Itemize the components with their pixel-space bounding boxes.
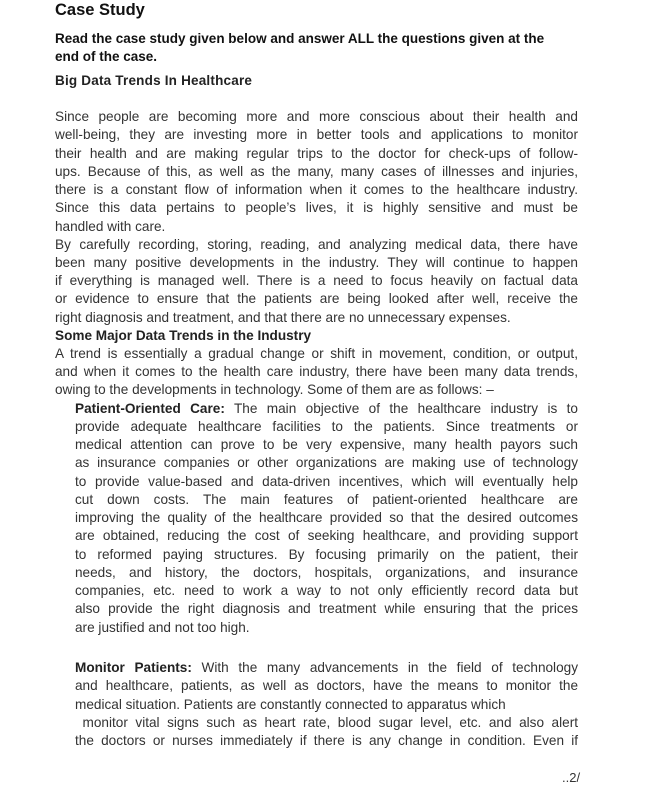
- section-heading: Some Major Data Trends in the Industry: [55, 327, 312, 343]
- item-text: The main objective of the healthcare industry is to: [224, 400, 578, 416]
- text-line: [75, 659, 578, 677]
- text-line: and healthcare, patients, as well as doctors, have the means to monitor the: [75, 678, 578, 694]
- item-text: With the many advancements in the field of technology: [191, 660, 578, 675]
- case-title: Big Data Trends In Healthcare: [55, 73, 253, 88]
- instruction-line: end of the case.: [55, 49, 158, 64]
- text-line: their health and are making regular trips to the doctor for check-ups of follow-: [55, 145, 578, 161]
- text-line: if everything is managed well. There is a need to focus heavily on factual data: [55, 273, 578, 288]
- text-line: are justified and not too high.: [75, 619, 250, 635]
- text-line: provide adequate healthcare facilities to the patients. Since treatments or: [75, 418, 578, 434]
- item-label: Monitor Patients:: [75, 660, 192, 675]
- text-line: [75, 400, 578, 418]
- text-line: to provide value-based and data-driven incentives, which will eventually help: [75, 473, 578, 489]
- text-line: the doctors or nurses immediately if there is any change in condition. Even if: [75, 733, 578, 748]
- text-line: well-being, they are investing more in better tools and applications to monitor: [55, 127, 578, 143]
- paragraph-intro: [55, 108, 578, 236]
- text-line: needs, and history, the doctors, hospitals, organizations, and insurance: [75, 564, 578, 580]
- text-line: By carefully recording, storing, reading, and analyzing medical data, there have: [55, 236, 578, 252]
- paragraph-analysis: [55, 236, 578, 327]
- text-line: medical attention can prove to be very expensive, many health payors such: [75, 437, 578, 452]
- text-line: and when it comes to the health care industry, there have been many data trends,: [55, 363, 578, 379]
- text-line: handled with care.: [55, 218, 166, 234]
- text-line: there is a constant flow of information when it comes to the healthcare industry.: [55, 182, 578, 197]
- text-line: as insurance companies or other organizations are making use of technology: [75, 455, 578, 471]
- text-line: are obtained, reducing the cost of seeking healthcare, and providing support: [75, 528, 578, 544]
- text-line: also provide the right diagnosis and treatment while ensuring that the prices: [75, 601, 578, 617]
- text-line: A trend is essentially a gradual change or shift in movement, condition, or output,: [55, 345, 578, 361]
- instruction-line: Read the case study given below and answer ALL the questions given at the: [55, 31, 545, 46]
- text-line: monitor vital signs such as heart rate, blood sugar level, etc. and also alert: [75, 714, 578, 730]
- instructions: [55, 30, 578, 66]
- paragraph-trends: [55, 345, 578, 400]
- item-label: Patient-Oriented Care:: [75, 400, 225, 416]
- text-line: right diagnosis and treatment, and that there are no unnecessary expenses.: [55, 309, 511, 325]
- text-line: Since people are becoming more and more conscious about their health and: [55, 109, 578, 124]
- text-line: medical situation. Patients are constantly connected to apparatus which: [75, 696, 506, 712]
- text-line: owing to the developments in technology. Some of them are as follows: –: [55, 382, 494, 398]
- paragraph-monitor-patients: [75, 659, 578, 750]
- text-line: improving the quality of the healthcare provided so that the desired outcomes: [75, 510, 578, 525]
- text-line: been many positive developments in the industry. They will continue to happen: [55, 254, 578, 270]
- text-line: or evidence to ensure that the patients are being looked after well, receive the: [55, 291, 578, 307]
- text-line: Since this data pertains to people’s lives, it is highly sensitive and must be: [55, 200, 578, 216]
- text-line: ups. Because of this, as well as the many, many cases of illnesses and injuries,: [55, 163, 578, 179]
- page-number: ..2/: [562, 770, 581, 785]
- text-line: companies, etc. need to work a way to not only efficiently record data but: [75, 583, 578, 598]
- paragraph-patient-oriented-care: [75, 400, 578, 637]
- page-title: Case Study: [55, 1, 145, 19]
- text-line: cut down costs. The main features of patient-oriented healthcare are: [75, 491, 578, 507]
- text-line: to reformed paying structures. By focusing primarily on the patient, their: [75, 546, 578, 562]
